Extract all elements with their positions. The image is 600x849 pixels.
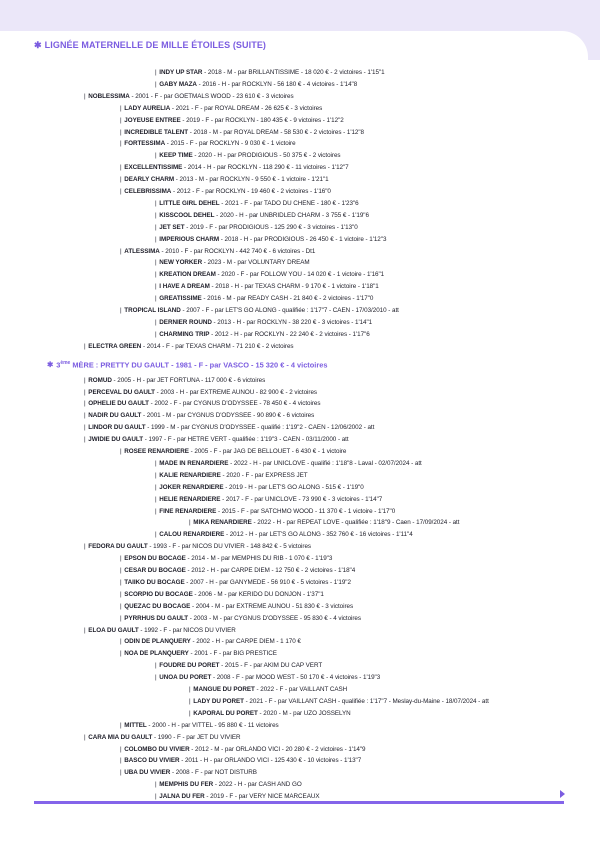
horse-name: LADY AURELIA — [124, 104, 171, 112]
horse-name: ROSEE RENARDIERE — [124, 448, 189, 455]
horse-name: LITTLE GIRL DEHEL — [159, 199, 220, 207]
horse-details: - 2016 - M - par READY CASH - 21 840 € - 2 victoires - 1'17"0 — [201, 295, 374, 303]
horse-name: CESAR DU BOCAGE — [124, 567, 186, 574]
tree-branch-marker: | — [155, 271, 159, 279]
horse-details: - 2003 - H - par EXTREME AUNOU - 82 900 € - 2 victoires — [154, 388, 317, 396]
tree-branch-marker: | — [155, 69, 159, 76]
pedigree-entry — [120, 246, 315, 258]
pedigree-entry — [189, 684, 347, 696]
horse-details: - 2010 - F - par ROCKLYN - 442 740 € - 6 victoires - Dt1 — [159, 247, 316, 255]
horse-name: MIKA RENARDIERE — [193, 519, 252, 527]
tree-branch-marker: | — [155, 781, 159, 789]
horse-details: - 2007 - F - par LET'S GO ALONG - qualifiée : 1'17"7 - CAEN - 17/03/2010 - att — [180, 307, 399, 314]
tree-branch-marker: | — [155, 295, 159, 303]
horse-name: FORTESSIMA — [124, 140, 166, 148]
horse-name: EXCELLENTISSIME — [124, 164, 183, 172]
horse-details: - 2000 - H - par VITTEL - 95 880 € - 11 victoires — [146, 721, 279, 729]
horse-name: SCORPIO DU BOCAGE — [124, 590, 193, 598]
horse-name: CELEBRISSIMA — [124, 188, 172, 195]
pedigree-entry — [120, 648, 277, 660]
section-ordinal-suffix: ème — [60, 359, 71, 366]
horse-details: - 2019 - F - par ROCKLYN - 180 435 € - 9 victoires - 1'12"2 — [180, 116, 344, 124]
horse-details: - 2017 - F - par UNICLOVE - 73 990 € - 3 victoires - 1'14"7 — [220, 495, 383, 503]
horse-details: - 2022 - H - par REPEAT LOVE - qualifiée : 1'18"9 - Caen - 17/09/2024 - att — [251, 519, 460, 527]
tree-branch-marker: | — [155, 674, 159, 682]
section-ordinal: 3 — [56, 360, 61, 370]
horse-name: KAPORAL DU PORET — [193, 709, 258, 717]
pedigree-entry — [189, 517, 459, 529]
tree-branch-marker: | — [155, 223, 159, 231]
tree-branch-marker: | — [84, 376, 88, 384]
tree-branch-marker: | — [120, 164, 124, 172]
horse-name: MANGUE DU PORET — [193, 686, 255, 693]
horse-name: I HAVE A DREAM — [159, 283, 210, 291]
tree-branch-marker: | — [120, 176, 124, 184]
tree-branch-marker: | — [120, 104, 124, 112]
horse-name: COLOMBO DU VIVIER — [124, 745, 190, 753]
horse-details: - 2005 - H - par JET FORTUNA - 117 000 € - 6 victoires — [111, 376, 266, 384]
tree-branch-marker: | — [84, 543, 88, 551]
horse-name: JET SET — [159, 223, 185, 231]
tree-branch-marker: | — [155, 199, 159, 207]
horse-details: - 1992 - F - par NICOS DU VIVIER — [138, 626, 236, 634]
pedigree-entry — [120, 589, 324, 601]
tree-branch-marker: | — [120, 116, 124, 124]
horse-details: - 2020 - M - par UZO JOSSELYN — [257, 709, 351, 717]
tree-branch-marker: | — [120, 745, 124, 753]
pedigree-entry — [84, 91, 294, 103]
horse-details: - 2022 - F - par VAILLANT CASH — [254, 686, 348, 693]
horse-name: IMPERIOUS CHARM — [159, 235, 220, 243]
horse-name: UBA DU VIVIER — [124, 769, 171, 777]
tree-branch-marker: | — [189, 697, 193, 705]
horse-name: KEEP TIME — [159, 152, 193, 160]
horse-details: - 2022 - H - par CASH AND GO — [213, 781, 302, 789]
horse-details: - 2012 - H - par CARPE DIEM - 12 750 € - 2 victoires - 1'18"4 — [185, 567, 356, 574]
tree-branch-marker: | — [155, 259, 159, 267]
horse-details: - 2014 - M - par MEMPHIS DU RIB - 1 070 € - 1'19"3 — [185, 555, 333, 563]
horse-details: - 2014 - H - par ROCKLYN - 118 290 € - 11 victoires - 1'12"7 — [182, 164, 349, 172]
horse-name: BASCO DU VIVIER — [124, 757, 180, 765]
tree-branch-marker: | — [84, 92, 88, 100]
pedigree-entry — [155, 672, 380, 684]
pedigree-entry — [120, 755, 361, 767]
page-title-text: LIGNÉE MATERNELLE DE MILLE ÉTOILES (SUITE) — [44, 40, 267, 50]
section-title: MÈRE : PRETTY DU GAULT - 1981 - F - par VASCO - 15 320 € - 4 victoires — [70, 360, 328, 370]
pedigree-entry — [155, 779, 302, 791]
pedigree-entry — [155, 329, 370, 341]
pedigree-entry — [155, 458, 422, 470]
pedigree-entry — [120, 636, 301, 648]
tree-branch-marker: | — [84, 424, 88, 432]
horse-details: - 1999 - M - par CYGNUS D'ODYSSEE - qualifié : 1'19"2 - CAEN - 12/06/2002 - att — [145, 424, 375, 432]
pedigree-entry — [155, 67, 385, 79]
horse-details: - 2001 - M - par CYGNUS D'ODYSSEE - 90 890 € - 6 victoires — [141, 412, 315, 420]
footer-divider — [34, 801, 564, 804]
horse-name: DERNIER ROUND — [159, 318, 212, 326]
horse-details: - 2021 - F - par TADO DU CHENE - 180 € - 1'23"6 — [219, 199, 359, 207]
horse-details: - 2002 - F - par CYGNUS D'ODYSSEE - 78 450 € - 4 victoires — [148, 400, 321, 408]
horse-name: JWIDIE DU GAULT — [88, 436, 144, 444]
horse-name: DEARLY CHARM — [124, 176, 175, 184]
horse-details: - 2021 - F - par ROYAL DREAM - 26 625 € - 3 victoires — [170, 104, 323, 112]
pedigree-entry — [155, 494, 382, 506]
horse-details: - 2001 - F - par GOETMALS WOOD - 23 610 € - 3 victoires — [129, 92, 294, 100]
tree-branch-marker: | — [120, 590, 124, 598]
horse-name: UNOA DU PORET — [159, 674, 212, 682]
pedigree-entry — [84, 541, 311, 553]
pedigree-entry — [84, 732, 241, 744]
tree-branch-marker: | — [84, 400, 88, 408]
tree-branch-marker: | — [120, 578, 124, 586]
tree-branch-marker: | — [155, 495, 159, 503]
section-heading — [47, 360, 327, 369]
horse-details: - 2012 - H - par LET'S GO ALONG - 352 760 € - 16 victoires - 1'11"4 — [224, 531, 413, 539]
pedigree-entry — [155, 222, 358, 234]
tree-branch-marker: | — [155, 483, 159, 491]
horse-details: - 1990 - F - par JET DU VIVIER — [152, 733, 241, 741]
pedigree-entry — [120, 115, 344, 127]
horse-details: - 2015 - F - par SATCHMO WOOD - 11 370 € - 1 victoire - 1'17"0 — [216, 507, 396, 515]
horse-details: - 2014 - F - par TEXAS CHARM - 71 210 € - 2 victoires — [141, 342, 294, 350]
horse-name: NEW YORKER — [159, 259, 203, 267]
tree-branch-marker: | — [155, 471, 159, 479]
horse-details: - 2018 - H - par PRODIGIOUS - 26 450 € - 1 victoire - 1'12"3 — [219, 235, 387, 243]
horse-name: JOKER RENARDIERE — [159, 483, 224, 491]
pedigree-entry — [120, 305, 399, 317]
horse-name: KISSCOOL DEHEL — [159, 211, 215, 219]
tree-branch-marker: | — [120, 188, 124, 195]
horse-details: - 2021 - F - par VAILLANT CASH - qualifiée : 1'17"7 - Meslay-du-Maine - 18/07/2024 - att — [243, 697, 489, 705]
tree-branch-marker: | — [155, 459, 159, 467]
tree-branch-marker: | — [120, 614, 124, 622]
tree-branch-marker: | — [155, 330, 159, 338]
pedigree-entry — [189, 708, 351, 720]
pedigree-entry — [120, 601, 353, 613]
horse-name: GREATISSIME — [159, 295, 202, 303]
horse-name: CARA MIA DU GAULT — [88, 733, 153, 741]
horse-name: JOYEUSE ENTREE — [124, 116, 181, 124]
horse-name: HELIE RENARDIERE — [159, 495, 221, 503]
horse-name: PERCEVAL DU GAULT — [88, 388, 155, 396]
pedigree-entry — [155, 529, 413, 541]
horse-details: - 2020 - F - par FOLLOW YOU - 14 020 € - 1 victoire - 1'16"1 — [215, 271, 385, 279]
horse-details: - 2019 - F - par PRODIGIOUS - 125 290 € - 3 victoires - 1'13"0 — [184, 223, 358, 231]
horse-details: - 1997 - F - par HETRE VERT - qualifiée : 1'19"3 - CAEN - 03/11/2000 - att — [143, 436, 349, 444]
horse-details: - 2023 - M - par VOLUNTARY DREAM — [202, 259, 310, 267]
tree-branch-marker: | — [120, 602, 124, 610]
horse-name: INCREDIBLE TALENT — [124, 128, 189, 136]
tree-branch-marker: | — [120, 650, 124, 658]
horse-details: - 1993 - F - par NICOS DU VIVIER - 148 842 € - 5 victoires — [147, 543, 311, 551]
horse-details: - 2019 - H - par LET'S GO ALONG - 515 € - 1'19"0 — [223, 483, 364, 491]
horse-name: ODIN DE PLANQUERY — [124, 638, 191, 646]
tree-branch-marker: | — [155, 662, 159, 670]
pedigree-entry — [155, 660, 322, 672]
horse-name: INDY UP STAR — [159, 69, 203, 76]
pedigree-entry — [120, 565, 355, 577]
pedigree-entry — [155, 210, 369, 222]
tree-branch-marker: | — [155, 283, 159, 291]
horse-details: - 2004 - M - par EXTREME AUNOU - 51 830 € - 3 victoires — [190, 602, 354, 610]
pedigree-entry — [120, 127, 364, 139]
pedigree-entry — [155, 317, 372, 329]
pedigree-entry — [155, 482, 364, 494]
tree-branch-marker: | — [189, 519, 193, 527]
tree-branch-marker: | — [120, 247, 124, 255]
tree-branch-marker: | — [120, 769, 124, 777]
tree-branch-marker: | — [155, 793, 159, 801]
horse-details: - 2018 - H - par TEXAS CHARM - 9 170 € - 1 victoire - 1'18"1 — [209, 283, 379, 291]
star-icon: ✱ — [47, 360, 54, 370]
tree-branch-marker: | — [120, 128, 124, 136]
pedigree-entry — [155, 198, 359, 210]
horse-details: - 2016 - H - par ROCKLYN - 56 180 € - 4 victoires - 1'14"8 — [196, 80, 358, 88]
horse-name: TAIIKO DU BOCAGE — [124, 578, 185, 586]
horse-details: - 2006 - M - par KERIDO DU DONJON - 1'37"1 — [192, 590, 324, 598]
pedigree-entry — [120, 767, 257, 779]
pedigree-entry — [155, 234, 386, 246]
horse-details: - 2020 - F - par EXPRESS JET — [220, 471, 308, 479]
horse-name: QUEZAC DU BOCAGE — [124, 602, 191, 610]
tree-branch-marker: | — [120, 307, 124, 314]
pedigree-entry — [120, 138, 296, 150]
pedigree-entry — [84, 398, 320, 410]
pedigree-entry — [155, 470, 308, 482]
pedigree-entry — [84, 375, 265, 387]
tree-branch-marker: | — [189, 709, 193, 717]
pedigree-entry — [155, 293, 373, 305]
horse-name: NADIR DU GAULT — [88, 412, 142, 420]
tree-branch-marker: | — [84, 626, 88, 634]
pedigree-entry — [120, 613, 361, 625]
horse-name: MITTEL — [124, 721, 147, 729]
horse-name: OPHELIE DU GAULT — [88, 400, 149, 408]
tree-branch-marker: | — [120, 638, 124, 646]
horse-details: - 2003 - M - par CYGNUS D'ODYSSEE - 95 830 € - 4 victoires — [188, 614, 361, 622]
star-icon: ✱ — [34, 40, 42, 50]
pedigree-entry — [120, 577, 351, 589]
tree-branch-marker: | — [155, 80, 159, 88]
horse-details: - 2022 - H - par UNICLOVE - qualifié : 1'18"8 - Laval - 02/07/2024 - att — [228, 459, 422, 467]
horse-name: LADY DU PORET — [193, 697, 244, 705]
horse-details: - 2007 - H - par GANYMEDE - 56 910 € - 5 victoires - 1'19"2 — [184, 578, 351, 586]
pedigree-entry — [189, 696, 489, 708]
tree-branch-marker: | — [120, 448, 124, 455]
horse-name: KALIE RENARDIERE — [159, 471, 221, 479]
tree-branch-marker: | — [120, 567, 124, 574]
tree-branch-marker: | — [189, 686, 193, 693]
horse-name: MEMPHIS DU FER — [159, 781, 214, 789]
pedigree-entry — [120, 720, 279, 732]
horse-name: LINDOR DU GAULT — [88, 424, 146, 432]
horse-details: - 2002 - H - par CARPE DIEM - 1 170 € — [190, 638, 301, 646]
horse-details: - 2005 - F - par JAG DE BELLOUET - 6 430 € - 1 victoire — [188, 448, 347, 455]
horse-details: - 2019 - F - par VERY NICE MARCEAUX — [204, 793, 320, 801]
tree-branch-marker: | — [84, 412, 88, 420]
tree-branch-marker: | — [84, 342, 88, 350]
horse-name: CALOU RENARDIERE — [159, 531, 225, 539]
page-title — [34, 40, 266, 51]
tree-branch-marker: | — [155, 235, 159, 243]
pedigree-entry — [155, 257, 310, 269]
pedigree-entry — [120, 744, 366, 756]
horse-name: NOA DE PLANQUERY — [124, 650, 189, 658]
horse-name: ELECTRA GREEN — [88, 342, 142, 350]
tree-branch-marker: | — [155, 211, 159, 219]
tree-branch-marker: | — [120, 721, 124, 729]
horse-name: EPSON DU BOCAGE — [124, 555, 186, 563]
horse-name: MADE IN RENARDIERE — [159, 459, 229, 467]
horse-name: FOUDRE DU PORET — [159, 662, 220, 670]
pedigree-entry — [84, 434, 349, 446]
horse-details: - 2020 - H - par UNBRIDLED CHARM - 3 755 € - 1'19"6 — [214, 211, 369, 219]
pedigree-entry — [120, 446, 346, 458]
pedigree-entry — [120, 186, 331, 198]
horse-details: - 2018 - M - par BRILLANTISSIME - 18 020 € - 2 victoires - 1'15"1 — [202, 69, 385, 76]
horse-details: - 2015 - F - par ROCKLYN - 9 030 € - 1 victoire — [165, 140, 296, 148]
horse-details: - 2011 - H - par ORLANDO VICI - 125 430 € - 10 victoires - 1'13"7 — [179, 757, 362, 765]
pedigree-entry — [120, 103, 322, 115]
horse-details: - 2012 - F - par ROCKLYN - 19 460 € - 2 victoires - 1'16"0 — [171, 188, 331, 195]
tree-branch-marker: | — [155, 507, 159, 515]
tree-branch-marker: | — [120, 140, 124, 148]
horse-name: NOBLESSIMA — [88, 92, 130, 100]
pedigree-entry — [84, 422, 374, 434]
tree-branch-marker: | — [155, 318, 159, 326]
pedigree-entry — [120, 553, 332, 565]
horse-details: - 2012 - H - par ROCKLYN - 22 240 € - 2 victoires - 1'17"6 — [209, 330, 370, 338]
horse-name: ROMUD — [88, 376, 112, 384]
horse-details: - 2013 - M - par ROCKLYN - 9 550 € - 1 victoire - 1'21"1 — [174, 176, 329, 184]
tree-branch-marker: | — [120, 757, 124, 765]
horse-name: FINE RENARDIERE — [159, 507, 217, 515]
horse-name: TROPICAL ISLAND — [124, 307, 181, 314]
pedigree-entry — [84, 410, 314, 422]
tree-branch-marker: | — [155, 152, 159, 160]
horse-name: GABY MAZA — [159, 80, 197, 88]
horse-name: FEDORA DU GAULT — [88, 543, 148, 551]
horse-details: - 2001 - F - par BIG PRESTICE — [188, 650, 277, 658]
tree-branch-marker: | — [84, 733, 88, 741]
pedigree-entry — [84, 341, 294, 353]
tree-branch-marker: | — [84, 388, 88, 396]
pedigree-entry — [120, 174, 329, 186]
horse-name: JALNA DU FER — [159, 793, 205, 801]
horse-details: - 2008 - F - par NOT DISTURB — [170, 769, 257, 777]
next-page-arrow-icon[interactable] — [560, 790, 565, 798]
pedigree-entry — [84, 387, 317, 399]
pedigree-entry — [155, 269, 384, 281]
tree-branch-marker: | — [120, 555, 124, 563]
horse-details: - 2013 - H - par ROCKLYN - 38 220 € - 3 victoires - 1'14"1 — [211, 318, 373, 326]
pedigree-entry — [155, 281, 379, 293]
horse-name: KREATION DREAM — [159, 271, 216, 279]
horse-name: ATLESSIMA — [124, 247, 160, 255]
pedigree-entry — [155, 506, 395, 518]
horse-name: ELOA DU GAULT — [88, 626, 139, 634]
horse-details: - 2020 - H - par PRODIGIOUS - 50 375 € - 2 victoires — [192, 152, 341, 160]
horse-details: - 2012 - M - par ORLANDO VICI - 20 280 € - 2 victoires - 1'14"9 — [189, 745, 366, 753]
horse-details: - 2008 - F - par MOOD WEST - 50 170 € - 4 victoires - 1'19"3 — [211, 674, 381, 682]
pedigree-entry — [155, 150, 341, 162]
horse-name: PYRRHUS DU GAULT — [124, 614, 189, 622]
pedigree-entry — [120, 162, 349, 174]
tree-branch-marker: | — [155, 531, 159, 539]
tree-branch-marker: | — [84, 436, 88, 444]
pedigree-entry — [84, 625, 236, 637]
pedigree-entry — [155, 79, 357, 91]
horse-details: - 2015 - F - par AKIM DU CAP VERT — [219, 662, 323, 670]
horse-details: - 2018 - M - par ROYAL DREAM - 58 530 € - 2 victoires - 1'12"8 — [188, 128, 365, 136]
horse-name: CHARMING TRIP — [159, 330, 210, 338]
